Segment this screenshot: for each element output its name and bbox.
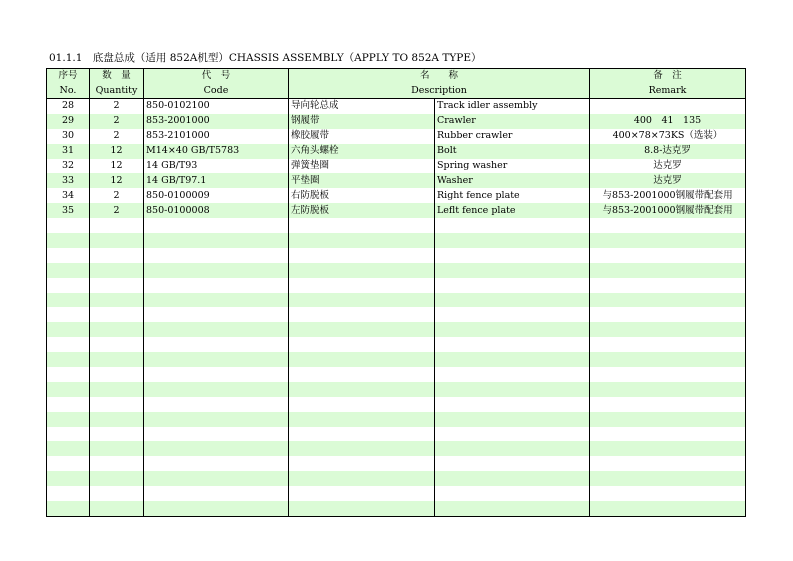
header-qty-cn: 数 量 <box>90 69 144 84</box>
header-desc-cn: 名 称 <box>289 69 590 84</box>
part-no-cell <box>47 412 90 427</box>
part-code-cell <box>144 233 289 248</box>
header-no-cn: 序号 <box>47 69 90 84</box>
part-name-en-cell <box>435 427 590 442</box>
part-code-cell <box>144 278 289 293</box>
empty-table-row <box>47 218 746 233</box>
part-name-cn-cell <box>289 412 435 427</box>
part-qty-cell <box>90 501 144 516</box>
part-name-cn-cell <box>289 397 435 412</box>
part-qty-cell <box>90 352 144 367</box>
part-qty-cell: 2 <box>90 99 144 114</box>
part-remark-cell <box>590 307 746 322</box>
empty-table-row <box>47 307 746 322</box>
empty-table-row <box>47 248 746 263</box>
part-qty-cell <box>90 233 144 248</box>
part-no-cell: 32 <box>47 159 90 174</box>
part-name-cn-cell <box>289 233 435 248</box>
part-name-en-cell <box>435 248 590 263</box>
part-name-en-cell: Bolt <box>435 144 590 159</box>
part-code-cell <box>144 352 289 367</box>
part-code-cell <box>144 412 289 427</box>
empty-table-row <box>47 412 746 427</box>
part-name-en-cell <box>435 337 590 352</box>
part-name-en-cell <box>435 441 590 456</box>
part-remark-cell <box>590 352 746 367</box>
empty-table-row <box>47 427 746 442</box>
part-qty-cell: 2 <box>90 114 144 129</box>
part-qty-cell <box>90 441 144 456</box>
table-row <box>47 188 746 203</box>
part-name-en-cell <box>435 412 590 427</box>
empty-table-row <box>47 367 746 382</box>
part-name-en-cell <box>435 307 590 322</box>
part-remark-cell <box>590 293 746 308</box>
part-remark-cell <box>590 382 746 397</box>
part-name-en-cell: Washer <box>435 173 590 188</box>
part-remark-cell <box>590 278 746 293</box>
part-name-cn-cell: 导向轮总成 <box>289 99 435 114</box>
part-code-cell: 850-0100009 <box>144 188 289 203</box>
part-name-cn-cell: 橡胶履带 <box>289 129 435 144</box>
part-name-cn-cell <box>289 337 435 352</box>
part-name-cn-cell <box>289 293 435 308</box>
header-code-cn: 代 号 <box>144 69 289 84</box>
part-name-cn-cell: 平垫圈 <box>289 173 435 188</box>
part-remark-cell <box>590 427 746 442</box>
part-code-cell: 850-0100008 <box>144 203 289 218</box>
part-name-en-cell <box>435 233 590 248</box>
header-no-en: No. <box>47 84 90 99</box>
part-code-cell <box>144 293 289 308</box>
table-row <box>47 129 746 144</box>
part-no-cell <box>47 486 90 501</box>
part-no-cell <box>47 397 90 412</box>
part-qty-cell: 12 <box>90 159 144 174</box>
empty-table-row <box>47 337 746 352</box>
part-code-cell <box>144 322 289 337</box>
part-qty-cell <box>90 367 144 382</box>
part-qty-cell <box>90 456 144 471</box>
part-qty-cell <box>90 248 144 263</box>
part-remark-cell: 与853-2001000钢履带配套用 <box>590 203 746 218</box>
part-name-cn-cell <box>289 382 435 397</box>
part-no-cell <box>47 471 90 486</box>
part-name-cn-cell <box>289 278 435 293</box>
empty-table-row <box>47 501 746 516</box>
empty-table-row <box>47 486 746 501</box>
empty-table-row <box>47 233 746 248</box>
part-remark-cell <box>590 412 746 427</box>
part-qty-cell <box>90 293 144 308</box>
part-name-cn-cell <box>289 218 435 233</box>
part-remark-cell <box>590 99 746 114</box>
part-name-en-cell <box>435 471 590 486</box>
empty-table-row <box>47 263 746 278</box>
header-remark-cn: 备 注 <box>590 69 746 84</box>
part-name-en-cell: Crawler <box>435 114 590 129</box>
part-name-en-cell <box>435 322 590 337</box>
part-code-cell <box>144 501 289 516</box>
part-name-en-cell <box>435 367 590 382</box>
part-no-cell <box>47 278 90 293</box>
table-row <box>47 99 746 114</box>
table-row <box>47 114 746 129</box>
part-remark-cell <box>590 337 746 352</box>
part-qty-cell <box>90 382 144 397</box>
parts-table-body <box>47 99 746 517</box>
part-remark-cell <box>590 397 746 412</box>
part-remark-cell: 与853-2001000钢履带配套用 <box>590 188 746 203</box>
part-no-cell <box>47 382 90 397</box>
part-name-cn-cell <box>289 471 435 486</box>
part-name-cn-cell: 右防脱板 <box>289 188 435 203</box>
part-no-cell <box>47 427 90 442</box>
empty-table-row <box>47 456 746 471</box>
part-name-en-cell <box>435 456 590 471</box>
part-no-cell <box>47 307 90 322</box>
part-code-cell <box>144 441 289 456</box>
part-name-en-cell <box>435 397 590 412</box>
part-name-cn-cell: 钢履带 <box>289 114 435 129</box>
part-name-en-cell: Leflt fence plate <box>435 203 590 218</box>
part-code-cell: 14 GB/T93 <box>144 159 289 174</box>
part-code-cell <box>144 397 289 412</box>
part-no-cell <box>47 456 90 471</box>
part-qty-cell <box>90 218 144 233</box>
part-name-en-cell: Rubber crawler <box>435 129 590 144</box>
part-remark-cell: 达克罗 <box>590 159 746 174</box>
part-name-cn-cell <box>289 501 435 516</box>
part-code-cell <box>144 337 289 352</box>
header-code-en: Code <box>144 84 289 99</box>
part-name-cn-cell: 弹簧垫圈 <box>289 159 435 174</box>
part-remark-cell <box>590 456 746 471</box>
part-name-en-cell: Spring washer <box>435 159 590 174</box>
part-qty-cell <box>90 322 144 337</box>
part-remark-cell <box>590 322 746 337</box>
part-name-cn-cell <box>289 352 435 367</box>
part-name-cn-cell <box>289 456 435 471</box>
part-name-cn-cell: 六角头螺栓 <box>289 144 435 159</box>
part-no-cell: 35 <box>47 203 90 218</box>
part-no-cell: 28 <box>47 99 90 114</box>
part-name-cn-cell <box>289 486 435 501</box>
part-code-cell <box>144 471 289 486</box>
part-name-en-cell <box>435 501 590 516</box>
part-no-cell <box>47 248 90 263</box>
part-name-cn-cell: 左防脱板 <box>289 203 435 218</box>
part-code-cell: 850-0102100 <box>144 99 289 114</box>
part-code-cell <box>144 263 289 278</box>
part-remark-cell: 400×78×73KS（选装） <box>590 129 746 144</box>
part-remark-cell <box>590 248 746 263</box>
part-qty-cell <box>90 412 144 427</box>
part-no-cell <box>47 501 90 516</box>
part-name-en-cell: Right fence plate <box>435 188 590 203</box>
part-code-cell <box>144 218 289 233</box>
header-qty-en: Quantity <box>90 84 144 99</box>
part-code-cell <box>144 307 289 322</box>
part-remark-cell <box>590 471 746 486</box>
empty-table-row <box>47 322 746 337</box>
part-no-cell: 33 <box>47 173 90 188</box>
empty-table-row <box>47 293 746 308</box>
parts-table <box>46 68 746 517</box>
part-name-cn-cell <box>289 427 435 442</box>
part-name-cn-cell <box>289 441 435 456</box>
table-row <box>47 173 746 188</box>
part-remark-cell <box>590 367 746 382</box>
document-title: 01.1.1 底盘总成（适用 852A机型）CHASSIS ASSEMBLY（APPLY TO 852A TYPE） <box>49 52 482 64</box>
part-qty-cell <box>90 471 144 486</box>
part-qty-cell <box>90 397 144 412</box>
part-name-en-cell <box>435 278 590 293</box>
part-no-cell <box>47 337 90 352</box>
part-no-cell: 29 <box>47 114 90 129</box>
part-no-cell: 34 <box>47 188 90 203</box>
part-code-cell <box>144 427 289 442</box>
part-qty-cell <box>90 337 144 352</box>
empty-table-row <box>47 471 746 486</box>
part-no-cell <box>47 233 90 248</box>
header-remark-en: Remark <box>590 84 746 99</box>
part-name-cn-cell <box>289 248 435 263</box>
part-remark-cell <box>590 218 746 233</box>
part-name-en-cell <box>435 486 590 501</box>
table-row <box>47 159 746 174</box>
table-row <box>47 144 746 159</box>
part-qty-cell <box>90 307 144 322</box>
empty-table-row <box>47 278 746 293</box>
part-remark-cell <box>590 501 746 516</box>
part-remark-cell <box>590 233 746 248</box>
empty-table-row <box>47 397 746 412</box>
part-remark-cell <box>590 441 746 456</box>
part-name-cn-cell <box>289 367 435 382</box>
part-remark-cell <box>590 486 746 501</box>
part-no-cell <box>47 367 90 382</box>
part-code-cell: 853-2001000 <box>144 114 289 129</box>
part-code-cell <box>144 367 289 382</box>
part-code-cell <box>144 382 289 397</box>
part-name-cn-cell <box>289 307 435 322</box>
part-qty-cell <box>90 278 144 293</box>
part-name-en-cell <box>435 382 590 397</box>
part-code-cell <box>144 486 289 501</box>
part-qty-cell: 2 <box>90 129 144 144</box>
part-code-cell <box>144 248 289 263</box>
part-no-cell <box>47 322 90 337</box>
part-remark-cell: 8.8-达克罗 <box>590 144 746 159</box>
part-no-cell: 30 <box>47 129 90 144</box>
empty-table-row <box>47 352 746 367</box>
part-qty-cell: 2 <box>90 188 144 203</box>
part-name-cn-cell <box>289 322 435 337</box>
part-no-cell <box>47 441 90 456</box>
empty-table-row <box>47 441 746 456</box>
part-no-cell <box>47 352 90 367</box>
part-qty-cell <box>90 263 144 278</box>
part-no-cell: 31 <box>47 144 90 159</box>
header-row-english <box>47 84 746 99</box>
part-no-cell <box>47 218 90 233</box>
part-name-cn-cell <box>289 263 435 278</box>
part-remark-cell: 达克罗 <box>590 173 746 188</box>
header-row-chinese <box>47 69 746 84</box>
part-code-cell: M14×40 GB/T5783 <box>144 144 289 159</box>
part-qty-cell: 12 <box>90 173 144 188</box>
part-qty-cell: 2 <box>90 203 144 218</box>
part-name-en-cell <box>435 293 590 308</box>
part-no-cell <box>47 263 90 278</box>
part-qty-cell <box>90 427 144 442</box>
part-qty-cell <box>90 486 144 501</box>
empty-table-row <box>47 382 746 397</box>
part-qty-cell: 12 <box>90 144 144 159</box>
part-code-cell: 14 GB/T97.1 <box>144 173 289 188</box>
part-remark-cell: 400 41 135 <box>590 114 746 129</box>
part-name-en-cell <box>435 263 590 278</box>
part-code-cell <box>144 456 289 471</box>
part-name-en-cell: Track idler assembly <box>435 99 590 114</box>
header-desc-en: Description <box>289 84 590 99</box>
part-remark-cell <box>590 263 746 278</box>
part-code-cell: 853-2101000 <box>144 129 289 144</box>
table-row <box>47 203 746 218</box>
part-no-cell <box>47 293 90 308</box>
part-name-en-cell <box>435 218 590 233</box>
part-name-en-cell <box>435 352 590 367</box>
